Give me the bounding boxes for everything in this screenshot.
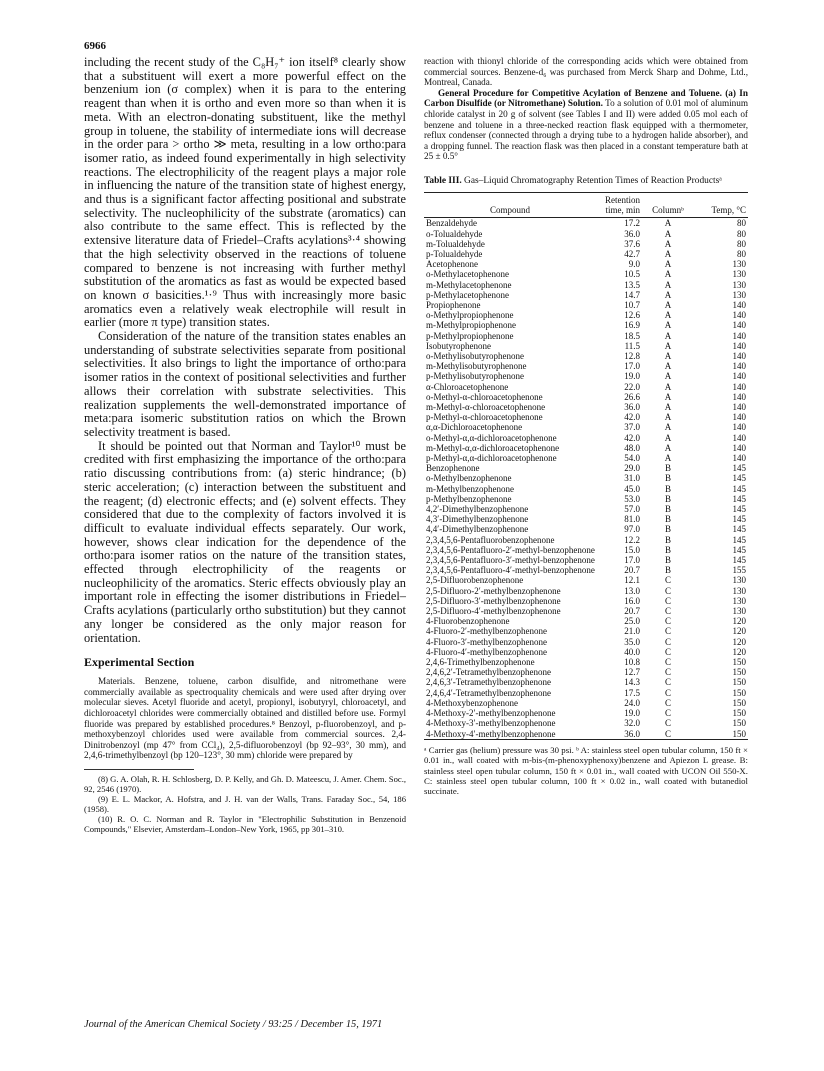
- cell-temp: 150: [732, 657, 746, 668]
- cell-compound: m-Methylbenzophenone: [426, 483, 514, 494]
- table-row: [424, 637, 748, 647]
- cell-retention-time: 13.5: [624, 279, 640, 290]
- cell-retention-time: 36.0: [624, 402, 640, 412]
- cell-temp: 140: [732, 432, 746, 443]
- body-paragraph: including the recent study of the C₈H₇⁺ ion itself⁸ clearly show that a substituent will exert a more powerful effect on the benzenium ion (σ complex) when it is para to the entering reagent than when it is ortho and even more so than when it is meta. With an electron-donating substituent, like the methyl group in toluene, the stability of intermediate ions will decrease in the order para > ortho ≫ meta, resulting in a low ortho:para isomer ratio, as indeed found experimentally in high selectivity reactions. The electrophilicity of the reagent plays a major role in influencing the nature of the transition state of highest energy, and thus is a significant factor affecting positional and substrate selectivity. The nucleophilicity of the substrate (aromatics) can also contribute to the same effect. This is reflected by the extensive literature data of Friedel–Crafts acylations³·⁴ showing that the high selectivity observed in the reactions of toluene compared to benzene is not increasing with further methyl substitution of the aromatics as fast as would be expected based on known σ basicities.¹·⁹ Thus with increasingly more basic aromatics even a relatively weak electrophile will result in earlier (more π type) transition states.: [84, 55, 406, 330]
- cell-temp: 145: [732, 514, 746, 525]
- cell-temp: 145: [732, 555, 746, 566]
- cell-column: C: [664, 657, 671, 668]
- cell-retention-time: 26.6: [624, 391, 640, 402]
- cell-column: C: [664, 585, 671, 596]
- cell-column: A: [664, 269, 672, 280]
- table-row: [424, 320, 748, 330]
- table-row: [424, 729, 748, 740]
- procedure-title: General Procedure for Competitive Acylation of Benzene and Toluene. (a) In Carbon Disulfide (or Nitromethane) Solution.: [424, 87, 748, 109]
- table-row: [424, 280, 748, 290]
- cell-compound: p-Methyl-α-chloroacetophenone: [426, 412, 543, 423]
- cell-column: A: [664, 402, 672, 412]
- cell-compound: p-Methyl-α,α-dichloroacetophenone: [426, 453, 557, 464]
- cell-temp: 140: [732, 391, 746, 402]
- cell-column: A: [664, 228, 672, 239]
- footnote: (8) G. A. Olah, R. H. Schlosberg, D. P. Kelly, and Gh. D. Mateescu, J. Amer. Chem. Soc., 92, 2546 (1970).: [84, 773, 406, 794]
- continuation-paragraph: reaction with thionyl chloride of the corresponding acids which were obtained from commercial sources. Benzene-d₆ was purchased from Merck Sharp and Dohme, Ltd., Montreal, Canada.: [424, 56, 748, 88]
- table-row: [424, 269, 748, 279]
- table-header-row: [424, 192, 748, 217]
- procedure-paragraph: [424, 88, 748, 162]
- cell-compound: 2,5-Difluoro-4′-methylbenzophenone: [426, 606, 561, 617]
- cell-temp: 140: [732, 299, 746, 310]
- procedure-text: To a solution of 0.01 mol of aluminum chloride catalyst in 20 g of solvent (see Tables I and II) were added 0.05 mol each of benzene and toluene in a three-necked reaction flask equipped with a thermometer, reflux condenser (connected through a drying tube to a hydrogen halide absorber), and a dropping funnel. The reaction flask was then placed in a constant temperature bath at 25 ± 0.5°: [424, 98, 748, 162]
- cell-temp: 80: [737, 248, 746, 259]
- cell-retention-time: 20.7: [624, 606, 640, 617]
- table-row: [424, 494, 748, 504]
- cell-compound: 4-Fluoro-4′-methylbenzophenone: [426, 646, 547, 657]
- cell-retention-time: 17.0: [624, 555, 640, 566]
- cell-retention-time: 17.2: [624, 218, 640, 229]
- cell-retention-time: 42.7: [624, 248, 640, 259]
- cell-temp: 130: [732, 279, 746, 290]
- cell-temp: 130: [732, 595, 746, 606]
- cell-compound: o-Methyl-α,α-dichloroacetophenone: [426, 432, 557, 443]
- cell-column: A: [664, 248, 672, 259]
- cell-retention-time: 37.6: [624, 238, 640, 249]
- cell-column: B: [664, 555, 671, 566]
- cell-retention-time: 35.0: [624, 636, 640, 647]
- cell-column: B: [664, 504, 671, 515]
- cell-compound: p-Methylisobutyrophenone: [426, 371, 524, 382]
- table-footnote: ᵃ Carrier gas (helium) pressure was 30 psi. ᵇ A: stainless steel open tubular column, 150 ft × 0.01 in., wall coated with m-bis-(m-phenoxyphenoxy)benzene and Apiezon L grease. B: stainless steel open tubular column, 150 ft × 0.01 in., wall coated with UCON Oil 550-X. C: stainless steel open tubular column, 100 ft × 0.02 in., wall coated with butanediol succinate.: [424, 744, 748, 797]
- cell-compound: 4-Methoxybenzophenone: [426, 697, 518, 708]
- table-row: [424, 290, 748, 300]
- cell-compound: o-Methyl-α-chloroacetophenone: [426, 391, 543, 402]
- table-row: [424, 402, 748, 412]
- cell-retention-time: 10.7: [624, 299, 640, 310]
- table-row: [424, 382, 748, 392]
- table-row: [424, 473, 748, 483]
- cell-compound: Benzaldehyde: [426, 218, 477, 229]
- cell-compound: o-Methylbenzophenone: [426, 473, 512, 484]
- cell-column: A: [664, 320, 672, 331]
- cell-retention-time: 25.0: [624, 616, 640, 627]
- table-row: [424, 310, 748, 320]
- cell-retention-time: 14.3: [624, 677, 640, 688]
- cell-retention-time: 21.0: [624, 626, 640, 637]
- cell-retention-time: 19.0: [624, 371, 640, 382]
- table-row: [424, 351, 748, 361]
- table-row: [424, 718, 748, 728]
- cell-retention-time: 42.0: [624, 412, 640, 423]
- cell-retention-time: 12.2: [624, 534, 640, 545]
- cell-retention-time: 11.5: [624, 340, 640, 351]
- cell-retention-time: 29.0: [624, 463, 640, 474]
- table-row: [424, 575, 748, 585]
- cell-temp: 145: [732, 534, 746, 545]
- cell-temp: 150: [688, 729, 748, 740]
- cell-column: C: [664, 595, 671, 606]
- cell-retention-time: 10.8: [624, 657, 640, 668]
- cell-temp: 140: [732, 422, 746, 433]
- cell-temp: 145: [732, 473, 746, 484]
- table-row: [424, 239, 748, 249]
- body-paragraph: Consideration of the nature of the transition states enables an understanding of substrate selectivities separate from positional selectivities. It also brings to light the importance of ortho:para isomer ratios in the context of positional selectivities and further allows their correlation with substrate selectivities. This realization supplements the well-demonstrated importance of meta:para isomeric substitution ratios on which the Brown selectivity treatment is based.: [84, 329, 406, 439]
- header-column: Columnᵇ: [648, 192, 688, 217]
- cell-temp: 140: [732, 350, 746, 361]
- materials-paragraph: Materials. Benzene, toluene, carbon disulfide, and nitromethane were commercially available as spectroquality chemicals and were used after drying over molecular sieves. Acetyl fluoride and acetyl, propionyl, isobutyryl, chloroacetyl, and dichloroacetyl chlorides were commercially obtained and distilled before use. Formyl fluoride was prepared by established procedures.⁸ Benzoyl, p-fluorobenzoyl, and p-methoxybenzoyl chlorides used were available from commercial sources. 2,4-Dinitrobenzoyl (mp 47° from CCl₄), 2,5-difluorobenzoyl (bp 92–93°, 30 mm), and 2,4,6-trimethylbenzoyl (bp 120–123°, 30 mm) chloride were prepared by: [84, 676, 406, 761]
- cell-compound: 2,5-Difluoro-2′-methylbenzophenone: [426, 585, 561, 596]
- table-row: [424, 545, 748, 555]
- header-compound: Compound: [424, 192, 596, 217]
- cell-compound: p-Methylacetophenone: [426, 289, 509, 300]
- cell-temp: 130: [732, 289, 746, 300]
- cell-retention-time: 54.0: [624, 453, 640, 464]
- table-caption: [424, 176, 748, 187]
- table-row: [424, 677, 748, 687]
- cell-temp: 145: [732, 493, 746, 504]
- cell-compound: 4-Fluoro-2′-methylbenzophenone: [426, 626, 547, 637]
- cell-retention-time: 19.0: [624, 708, 640, 719]
- table-body: [424, 218, 748, 739]
- table-row: [424, 361, 748, 371]
- cell-compound: 4-Methoxy-4′-methylbenzophenone: [424, 729, 596, 740]
- table-row: [424, 565, 748, 575]
- cell-column: B: [664, 565, 671, 576]
- cell-column: B: [664, 493, 671, 504]
- cell-retention-time: 40.0: [624, 646, 640, 657]
- cell-temp: 130: [732, 585, 746, 596]
- cell-temp: 140: [732, 310, 746, 321]
- retention-time-table: [424, 192, 748, 740]
- table-row: [424, 596, 748, 606]
- cell-temp: 145: [732, 463, 746, 474]
- footnote: (10) R. O. C. Norman and R. Taylor in "Electrophilic Substitution in Benzenoid Compounds," Elsevier, Amsterdam–London–New York, 1965, pp 301–310.: [84, 813, 406, 834]
- table-row: [424, 688, 748, 698]
- cell-retention-time: 14.7: [624, 289, 640, 300]
- cell-column: C: [664, 575, 671, 586]
- cell-compound: m-Methylacetophenone: [426, 279, 512, 290]
- footnote-divider: [84, 769, 194, 770]
- cell-column: B: [664, 463, 671, 474]
- cell-retention-time: 20.7: [624, 565, 640, 576]
- cell-retention-time: 17.0: [624, 361, 640, 372]
- journal-footer: Journal of the American Chemical Society / 93:25 / December 15, 1971: [84, 1019, 383, 1030]
- table-row: [424, 331, 748, 341]
- cell-retention-time: 97.0: [624, 524, 640, 535]
- cell-temp: 150: [732, 687, 746, 698]
- cell-compound: o-Tolualdehyde: [426, 228, 483, 239]
- cell-compound: 2,5-Difluoro-3′-methylbenzophenone: [426, 595, 561, 606]
- cell-column: B: [664, 483, 671, 494]
- cell-compound: 2,3,4,5,6-Pentafluoro-4′-methyl-benzophenone: [426, 565, 595, 576]
- cell-temp: 140: [732, 402, 746, 412]
- table-row: [424, 463, 748, 473]
- cell-column: C: [664, 667, 671, 678]
- cell-temp: 145: [732, 504, 746, 515]
- cell-column: C: [664, 636, 671, 647]
- table-row: [424, 484, 748, 494]
- section-heading: Experimental Section: [84, 655, 195, 670]
- cell-retention-time: 81.0: [624, 514, 640, 525]
- cell-column: A: [664, 289, 672, 300]
- table-row: [424, 453, 748, 463]
- table-row: [424, 555, 748, 565]
- left-column: [84, 56, 406, 834]
- cell-temp: 150: [732, 697, 746, 708]
- body-paragraph: It should be pointed out that Norman and Taylor¹⁰ must be credited with first emphasizing the importance of the ortho:para ratio discussing contributions from: (a) steric hindrance; (b) steric acceleration; (c) interaction between the substituent and the reagent; (d) electronic effects; and (e) solvent effects. They considered that due to the complexity of factors involved it is difficult to evaluate individual effects separately. Our work, however, shows clear indication for the dependence of the ortho:para isomer ratios on the nature of the transition states, effected through electrophilicity of the reagents or nucleophilicity of the aromatics. Steric effects obviously play an important role in effecting the isomer distributions in Friedel–Crafts acylations (particularly ortho substitution) but they cannot any longer be considered as the only major reason for orientation.: [84, 438, 406, 645]
- table-row: [424, 616, 748, 626]
- cell-compound: o-Methylacetophenone: [426, 269, 509, 280]
- cell-retention-time: 17.5: [624, 687, 640, 698]
- cell-column: C: [664, 687, 671, 698]
- cell-retention-time: 24.0: [624, 697, 640, 708]
- table-row: [424, 300, 748, 310]
- cell-retention-time: 32.0: [624, 718, 640, 729]
- header-retention-time: Retention time, min: [596, 192, 648, 217]
- cell-retention-time: 16.9: [624, 320, 640, 331]
- cell-compound: Isobutyrophenone: [426, 340, 491, 351]
- cell-compound: 2,3,4,5,6-Pentafluorobenzophenone: [426, 534, 555, 545]
- cell-column: A: [664, 350, 672, 361]
- table-row: [424, 249, 748, 259]
- cell-column: A: [664, 442, 672, 453]
- cell-compound: o-Methylisobutyrophenone: [426, 350, 524, 361]
- cell-column: A: [664, 218, 672, 229]
- table-row: [424, 535, 748, 545]
- cell-retention-time: 9.0: [628, 259, 640, 270]
- cell-column: A: [664, 361, 672, 372]
- cell-temp: 140: [732, 320, 746, 331]
- cell-temp: 120: [732, 626, 746, 637]
- cell-retention-time: 16.0: [624, 595, 640, 606]
- cell-column: B: [664, 544, 671, 555]
- cell-column: C: [664, 718, 671, 729]
- cell-column: A: [664, 391, 672, 402]
- cell-column: C: [664, 708, 671, 719]
- cell-column: A: [664, 422, 672, 433]
- table-row: [424, 667, 748, 677]
- cell-compound: Propiophenone: [426, 299, 481, 310]
- table-row: [424, 259, 748, 269]
- cell-retention-time: 18.5: [624, 330, 640, 341]
- cell-temp: 120: [732, 616, 746, 627]
- cell-column: A: [664, 259, 672, 270]
- cell-retention-time: 12.6: [624, 310, 640, 321]
- cell-column: B: [664, 473, 671, 484]
- cell-compound: m-Methylpropiophenone: [426, 320, 516, 331]
- table-row: [424, 371, 748, 381]
- cell-compound: p-Methylbenzophenone: [426, 493, 512, 504]
- cell-temp: 140: [732, 330, 746, 341]
- cell-column: A: [664, 453, 672, 464]
- cell-retention-time: 36.0: [624, 228, 640, 239]
- cell-compound: 2,4,6,4′-Tetramethylbenzophenone: [426, 687, 552, 698]
- cell-temp: 120: [732, 646, 746, 657]
- cell-compound: Benzophenone: [426, 463, 480, 474]
- cell-compound: p-Tolualdehyde: [426, 248, 483, 259]
- cell-temp: 140: [732, 453, 746, 464]
- cell-temp: 145: [732, 483, 746, 494]
- cell-compound: α,α-Dichloroacetophenone: [426, 422, 523, 433]
- cell-retention-time: 31.0: [624, 473, 640, 484]
- cell-temp: 80: [737, 228, 746, 239]
- cell-compound: 4,2′-Dimethylbenzophenone: [426, 504, 529, 515]
- cell-temp: 145: [732, 524, 746, 535]
- table-row: [424, 412, 748, 422]
- cell-compound: 4-Methoxy-2′-methylbenzophenone: [426, 708, 556, 719]
- cell-compound: 2,5-Difluorobenzophenone: [426, 575, 524, 586]
- cell-column: C: [664, 616, 671, 627]
- cell-column: A: [664, 340, 672, 351]
- table-row: [424, 657, 748, 667]
- cell-compound: 4-Methoxy-3′-methylbenzophenone: [426, 718, 556, 729]
- cell-compound: 2,3,4,5,6-Pentafluoro-3′-methyl-benzophenone: [426, 555, 595, 566]
- cell-temp: 140: [732, 381, 746, 392]
- table-row: [424, 647, 748, 657]
- cell-temp: 130: [732, 575, 746, 586]
- cell-column: A: [664, 238, 672, 249]
- cell-column: C: [664, 626, 671, 637]
- table-row: [424, 698, 748, 708]
- cell-column: A: [664, 310, 672, 321]
- page-number: 6966: [84, 40, 106, 52]
- right-column: [424, 56, 748, 806]
- cell-temp: 155: [732, 565, 746, 576]
- cell-column: A: [664, 330, 672, 341]
- cell-temp: 120: [732, 636, 746, 647]
- cell-temp: 140: [732, 340, 746, 351]
- cell-retention-time: 15.0: [624, 544, 640, 555]
- cell-column: A: [664, 381, 672, 392]
- table-caption-text: Gas–Liquid Chromatography Retention Times of Reaction Productsᵃ: [464, 175, 722, 186]
- cell-column: A: [664, 412, 672, 423]
- cell-temp: 145: [732, 544, 746, 555]
- table-row: [424, 586, 748, 596]
- cell-compound: 2,4,6-Trimethylbenzophenone: [426, 657, 535, 668]
- table-row: [424, 392, 748, 402]
- cell-compound: 4-Fluorobenzophenone: [426, 616, 510, 627]
- cell-retention-time: 37.0: [624, 422, 640, 433]
- cell-column: C: [664, 677, 671, 688]
- table-row: [424, 422, 748, 432]
- cell-temp: 140: [732, 361, 746, 372]
- cell-column: C: [664, 697, 671, 708]
- cell-column: C: [664, 646, 671, 657]
- cell-compound: 2,3,4,5,6-Pentafluoro-2′-methyl-benzophenone: [426, 544, 595, 555]
- cell-column: A: [664, 371, 672, 382]
- cell-compound: p-Methylpropiophenone: [426, 330, 514, 341]
- cell-column: B: [664, 524, 671, 535]
- table-row: [424, 341, 748, 351]
- cell-retention-time: 12.7: [624, 667, 640, 678]
- cell-temp: 130: [732, 606, 746, 617]
- cell-temp: 130: [732, 269, 746, 280]
- table-row: [424, 433, 748, 443]
- cell-column: B: [664, 514, 671, 525]
- cell-compound: m-Methyl-α,α-dichloroacetophenone: [426, 442, 560, 453]
- table-row: [424, 504, 748, 514]
- cell-retention-time: 36.0: [596, 729, 648, 740]
- table-row: [424, 443, 748, 453]
- footnote: (9) E. L. Mackor, A. Hofstra, and J. H. van der Walls, Trans. Faraday Soc., 54, 186 (1958).: [84, 793, 406, 814]
- table-caption-label: Table III.: [424, 175, 462, 186]
- cell-retention-time: 42.0: [624, 432, 640, 443]
- cell-retention-time: 57.0: [624, 504, 640, 515]
- cell-column: C: [648, 729, 688, 740]
- cell-retention-time: 45.0: [624, 483, 640, 494]
- table-row: [424, 229, 748, 239]
- table-row: [424, 524, 748, 534]
- header-temp: Temp, °C: [688, 192, 748, 217]
- cell-retention-time: 48.0: [624, 442, 640, 453]
- table-row: [424, 514, 748, 524]
- table-row: [424, 606, 748, 616]
- cell-retention-time: 22.0: [624, 381, 640, 392]
- cell-temp: 150: [732, 708, 746, 719]
- cell-column: C: [664, 606, 671, 617]
- cell-column: A: [664, 299, 672, 310]
- cell-column: A: [664, 432, 672, 443]
- cell-compound: m-Methylisobutyrophenone: [426, 361, 527, 372]
- cell-compound: 2,4,6,3′-Tetramethylbenzophenone: [426, 677, 552, 688]
- cell-temp: 150: [732, 677, 746, 688]
- table-row: [424, 626, 748, 636]
- cell-retention-time: 12.1: [624, 575, 640, 586]
- cell-compound: 4,4′-Dimethylbenzophenone: [426, 524, 529, 535]
- cell-temp: 150: [732, 667, 746, 678]
- cell-temp: 80: [737, 218, 746, 229]
- cell-retention-time: 10.5: [624, 269, 640, 280]
- cell-compound: o-Methylpropiophenone: [426, 310, 514, 321]
- cell-temp: 140: [732, 371, 746, 382]
- cell-column: A: [664, 279, 672, 290]
- cell-retention-time: 53.0: [624, 493, 640, 504]
- cell-temp: 140: [732, 442, 746, 453]
- cell-compound: 4,3′-Dimethylbenzophenone: [426, 514, 529, 525]
- cell-compound: 4-Fluoro-3′-methylbenzophenone: [426, 636, 547, 647]
- cell-retention-time: 13.0: [624, 585, 640, 596]
- cell-compound: m-Methyl-α-chloroacetophenone: [426, 402, 546, 412]
- cell-temp: 140: [732, 412, 746, 423]
- cell-compound: m-Tolualdehyde: [426, 238, 485, 249]
- cell-temp: 150: [732, 718, 746, 729]
- cell-compound: Acetophenone: [426, 259, 478, 270]
- table-row: [424, 218, 748, 229]
- cell-temp: 130: [732, 259, 746, 270]
- cell-compound: 2,4,6,2′-Tetramethylbenzophenone: [426, 667, 552, 678]
- table-row: [424, 708, 748, 718]
- cell-compound: α-Chloroacetophenone: [426, 381, 509, 392]
- cell-column: B: [664, 534, 671, 545]
- cell-retention-time: 12.8: [624, 350, 640, 361]
- cell-temp: 80: [737, 238, 746, 249]
